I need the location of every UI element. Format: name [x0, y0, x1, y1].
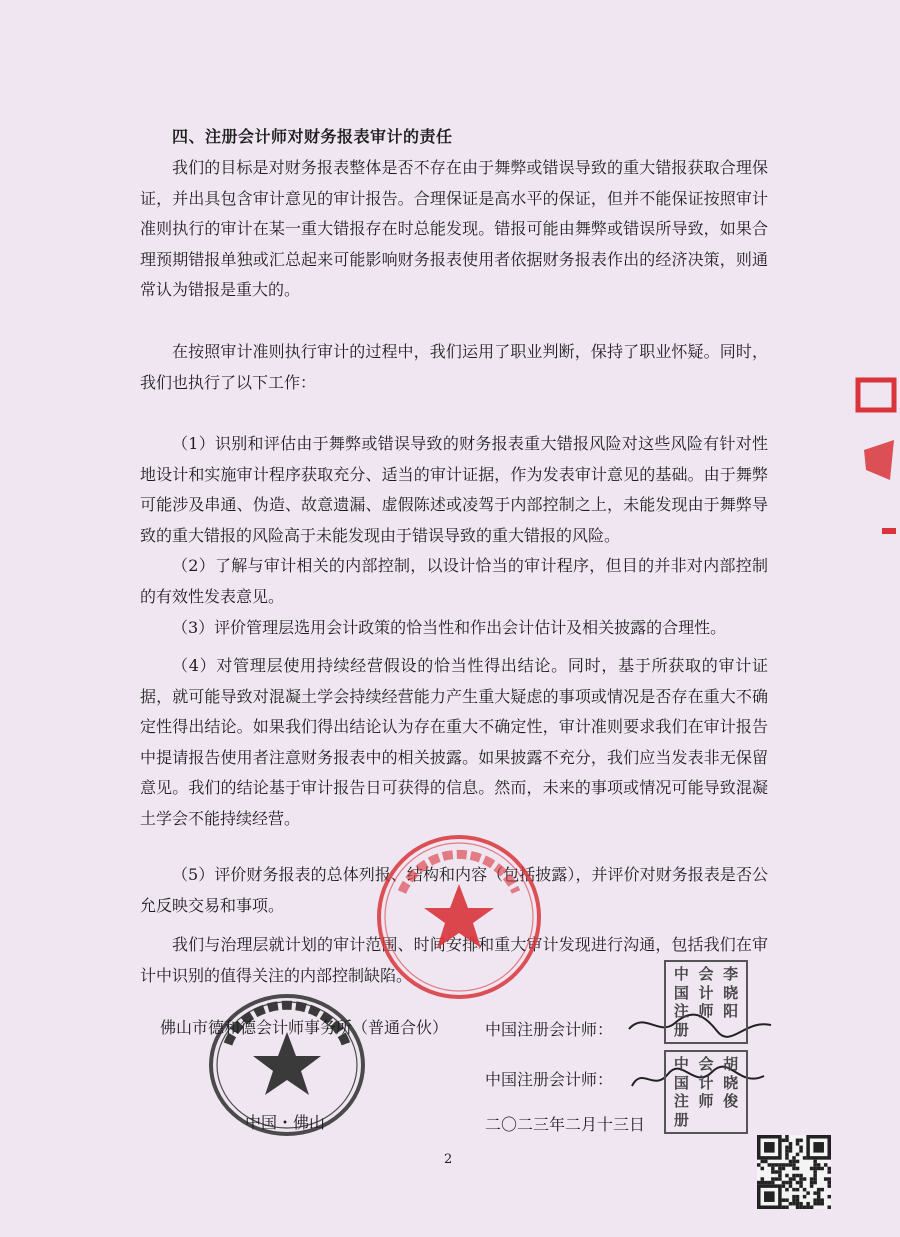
seal-char: 注: [673, 1092, 689, 1110]
seal-char: 中: [673, 965, 689, 983]
seal-char: 会: [698, 965, 714, 983]
margin-seal-fragment: [846, 360, 900, 554]
firm-name-signature: 佛山市德和德会计师事务所（普通合伙）: [160, 1018, 449, 1037]
seal-char: 师: [698, 1002, 714, 1020]
seal-char: 册: [673, 1110, 689, 1129]
seal-char: 胡: [723, 1055, 739, 1073]
paragraph-item-5: （5）评价财务报表的总体列报、结构和内容（包括披露），并评价对财务报表是否公允反映交易和事项。: [140, 865, 768, 915]
seal-char: 国: [673, 1073, 689, 1092]
paragraph-communication: 我们与治理层就计划的审计范围、时间安排和重大审计发现进行沟通，包括我们在审计中识别的值得关注的内部控制缺陷。: [140, 935, 768, 985]
paragraph-objective: 我们的目标是对财务报表整体是否不存在由于舞弊或错误导致的重大错报获取合理保证，并出具包含审计意见的审计报告。合理保证是高水平的保证，但并不能保证按照审计准则执行的审计在某一重大错报存在时总能发现。错报可能由舞弊或错误所导致，如果合理预期错报单独或汇总起来可能影响财务报表使用者依据财务报表作出的经济决策，则通常认为错报是重大的。: [140, 158, 768, 299]
cpa-seal-1: [664, 960, 748, 1044]
seal-char: 中: [673, 1055, 689, 1073]
page-number: 2: [444, 1152, 453, 1167]
seal-char: 俊: [723, 1092, 739, 1110]
paragraph-item-1: （1）识别和评估由于舞弊或错误导致的财务报表重大错报风险对这些风险有针对性地设计和实施审计程序获取充分、适当的审计证据，作为发表审计意见的基础。由于舞弊可能涉及串通、伪造、故意遗漏、虚假陈述或凌驾于内部控制之上，未能发现由于舞弊导致的重大错报的风险高于未能发现由于错误导致的重大错报的风险。: [140, 434, 768, 545]
cpa-seal-2: [664, 1050, 748, 1134]
seal-char: 会: [698, 1055, 714, 1073]
seal-char: 计: [698, 983, 714, 1002]
seal-char: 注: [673, 1002, 689, 1020]
cpa-label-2: 中国注册会计师：: [485, 1070, 614, 1089]
seal-char: 计: [698, 1073, 714, 1092]
report-date: 二〇二三年二月十三日: [485, 1115, 646, 1134]
seal-char: 阳: [723, 1002, 739, 1020]
seal-char: 师: [698, 1092, 714, 1110]
seal-char: 李: [723, 965, 739, 983]
paragraph-item-3: （3）评价管理层选用会计政策的恰当性和作出会计估计及相关披露的合理性。: [172, 618, 727, 637]
seal-char: 册: [673, 1020, 689, 1039]
seal-char: 晓: [723, 1073, 739, 1092]
qr-code-icon: [757, 1135, 831, 1209]
cpa-label-1: 中国注册会计师：: [485, 1020, 614, 1039]
location-label: 中国・佛山: [245, 1113, 326, 1132]
seal-char: 国: [673, 983, 689, 1002]
paragraph-procedures-intro: 在按照审计准则执行审计的过程中，我们运用了职业判断，保持了职业怀疑。同时，我们也执行了以下工作：: [140, 342, 768, 392]
section-heading: 四、注册会计师对财务报表审计的责任: [172, 127, 453, 146]
seal-char: 晓: [723, 983, 739, 1002]
paragraph-item-4: （4）对管理层使用持续经营假设的恰当性得出结论。同时，基于所获取的审计证据，就可能导致对混凝土学会持续经营能力产生重大疑虑的事项或情况是否存在重大不确定性得出结论。如果我们得出结论认为存在重大不确定性，审计准则要求我们在审计报告中提请报告使用者注意财务报表中的相关披露。如果披露不充分，我们应当发表非无保留意见。我们的结论基于审计报告日可获得的信息。然而，未来的事项或情况可能导致混凝土学会不能持续经营。: [140, 656, 768, 828]
firm-seal-red: [374, 832, 544, 1006]
paragraph-item-2: （2）了解与审计相关的内部控制，以设计恰当的审计程序，但目的并非对内部控制的有效性发表意见。: [140, 556, 768, 606]
